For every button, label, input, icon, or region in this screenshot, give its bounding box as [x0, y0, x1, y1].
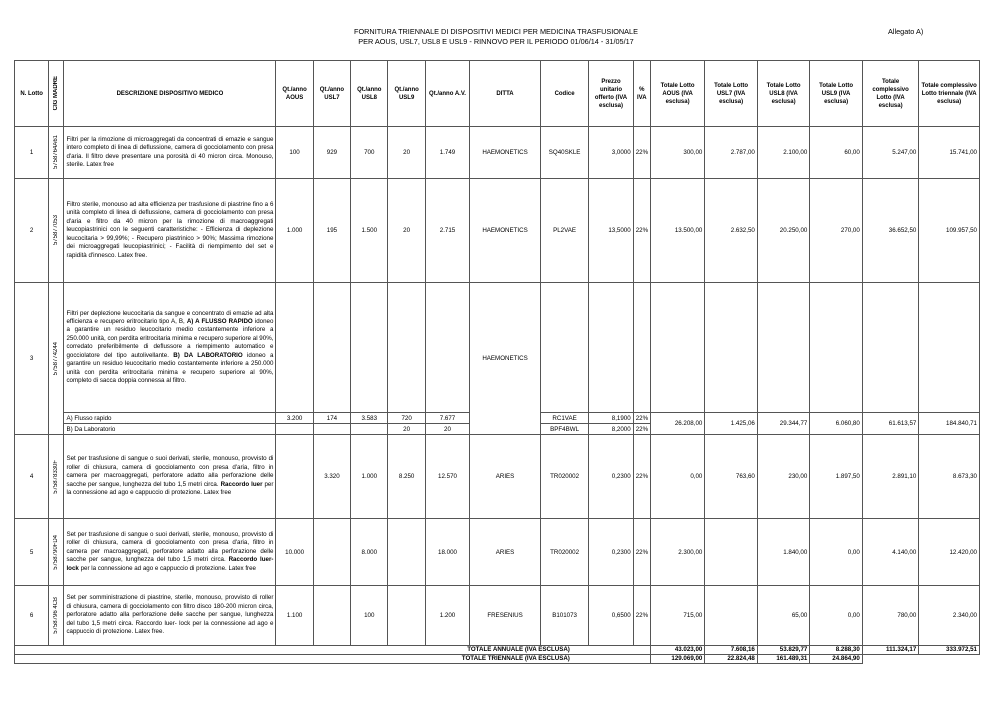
table-cell: 3.320	[313, 435, 350, 519]
col-lotto: N. Lotto	[15, 61, 49, 127]
table-cell: 2.715	[425, 179, 469, 283]
table-cell: 1.200	[425, 586, 469, 646]
table-cell: 0,6500	[589, 586, 633, 646]
table-cell	[705, 283, 757, 413]
table-cell	[862, 655, 919, 664]
table-cell: 700	[351, 127, 388, 179]
table-cell: 1.000	[351, 435, 388, 519]
table-cell	[313, 586, 350, 646]
table-cell: 161.489,31	[757, 655, 809, 664]
table-cell: 2.300,00	[650, 519, 705, 586]
col-prezzo: Prezzo unitario offerto (IVA esclusa)	[589, 61, 633, 127]
table-cell	[276, 424, 313, 435]
table-cell: 780,00	[862, 586, 919, 646]
table-cell: 22%	[633, 179, 650, 283]
table-cell	[919, 655, 980, 664]
table-row	[15, 283, 980, 413]
table-cell: 8.000	[351, 519, 388, 586]
table-cell: 8,2000	[589, 424, 633, 435]
table-cell: 60,00	[810, 127, 862, 179]
table-cell	[313, 283, 350, 413]
table-cell: 575877053	[49, 179, 64, 283]
table-cell: TR020002	[540, 435, 588, 519]
table-cell: 1.425,06	[705, 413, 757, 435]
table-cell: 0,2300	[589, 519, 633, 586]
table-cell	[633, 283, 650, 413]
table-cell: 7.677	[425, 413, 469, 424]
table-cell: 26.208,00	[650, 413, 705, 435]
table-cell: 929	[313, 127, 350, 179]
table-cell: FRESENIUS	[470, 586, 541, 646]
table-cell: 36.652,50	[862, 179, 919, 283]
table-cell: 1.897,50	[810, 435, 862, 519]
table-cell: 15.741,00	[919, 127, 980, 179]
col-descrizione: DESCRIZIONE DISPOSITIVO MEDICO	[64, 61, 276, 127]
table-cell: 3	[15, 283, 49, 435]
table-cell: 22%	[633, 519, 650, 586]
table-cell	[705, 586, 757, 646]
table-cell: 6.060,80	[810, 413, 862, 435]
table-cell: 6	[15, 586, 49, 646]
table-cell: 5758790FD4	[49, 519, 64, 586]
table-cell: 763,60	[705, 435, 757, 519]
table-cell: 20	[388, 424, 425, 435]
table-cell: B101073	[540, 586, 588, 646]
table-cell: 5.247,00	[862, 127, 919, 179]
table-cell: 100	[276, 127, 313, 179]
table-cell: 29.344,77	[757, 413, 809, 435]
table-cell: 1.000	[276, 179, 313, 283]
table-cell: HAEMONETICS	[470, 179, 541, 283]
table-cell: 53.829,77	[757, 646, 809, 655]
table-cell: 2.787,00	[705, 127, 757, 179]
table-cell	[757, 283, 809, 413]
col-tot-usl9: Totale Lotto USL9 (IVA esclusa)	[810, 61, 862, 127]
table-cell: 575878330F	[49, 435, 64, 519]
table-cell: 3.200	[276, 413, 313, 424]
col-tot-lotto: Totale complessivo Lotto (IVA esclusa)	[862, 61, 919, 127]
col-ditta: DITTA	[470, 61, 541, 127]
table-cell	[388, 283, 425, 413]
table-cell: 300,00	[650, 127, 705, 179]
col-cig: CIG MADRE	[49, 61, 64, 127]
table-cell	[919, 283, 980, 413]
table-cell	[810, 283, 862, 413]
table-cell: 18.000	[425, 519, 469, 586]
table-cell: ARIES	[470, 435, 541, 519]
table-cell: B) Da Laboratorio	[64, 424, 276, 435]
table-cell: 10.000	[276, 519, 313, 586]
table-cell: 8,1900	[589, 413, 633, 424]
table-cell: 22%	[633, 424, 650, 435]
table-row	[15, 586, 980, 646]
table-cell: 230,00	[757, 435, 809, 519]
table-cell: 5758764A61	[49, 127, 64, 179]
allegato-label: Allegato A)	[888, 27, 924, 36]
table-row	[15, 519, 980, 586]
header-line-1: FORNITURA TRIENNALE DI DISPOSITIVI MEDICI PER MEDICINA TRASFUSIONALE	[354, 27, 638, 36]
table-cell	[276, 283, 313, 413]
table-cell: 22.824,48	[705, 655, 757, 664]
table-cell	[540, 283, 588, 413]
table-cell: 8.673,30	[919, 435, 980, 519]
table-cell: 65,00	[757, 586, 809, 646]
table-cell: 22%	[633, 586, 650, 646]
table-cell: 2	[15, 179, 49, 283]
table-cell: HAEMONETICS	[470, 127, 541, 179]
document-header	[0, 27, 992, 47]
col-codice: Codice	[540, 61, 588, 127]
table-cell: 4.140,00	[862, 519, 919, 586]
table-cell: 43.023,00	[650, 646, 705, 655]
table-cell: 0,00	[810, 519, 862, 586]
total-triennial-row	[15, 655, 980, 664]
table-cell: 2.632,50	[705, 179, 757, 283]
col-qt-usl7: Qt./anno USL7	[313, 61, 350, 127]
table-cell: SQ40SKLE	[540, 127, 588, 179]
col-iva: % IVA	[633, 61, 650, 127]
col-tot-usl7: Totale Lotto USL7 (IVA esclusa)	[705, 61, 757, 127]
table-cell: 174	[313, 413, 350, 424]
table-cell	[351, 424, 388, 435]
table-cell: 12.570	[425, 435, 469, 519]
table-cell: 7.608,16	[705, 646, 757, 655]
table-cell: 720	[388, 413, 425, 424]
table-cell: PL2VAE	[540, 179, 588, 283]
lotto-3-description: Filtri per deplezione leucocitaria da sangue e concentrato di emazie ad alta efficienza e recupero eritrocitario tipo A, B, A) A FLUSSO RAPIDO idoneo a garantire un residuo leucocitario medio costantemente inferiore a 250.000 unità, con perdita eritrocitaria minima e recupero superiore al 90%, corredato preferibilmente di deflussore a riempimento automatico e gocciolatore del tipo autolivellante. B) DA LABORATORIO idoneo a garantire un residuo leucocitario medio costantemente inferiore a 250.000 unità con perdita eritrocitaria minima e recupero superiore al 90%, completo di sacca doppia connessa al filtro.	[64, 283, 276, 413]
total-annual-row	[15, 646, 980, 655]
table-cell: Set per trasfusione di sangue o suoi derivati, sterile, monouso, provvisto di roller di chiusura, camera di gocciolamento con presa d'aria, filtro in camera per macroaggregati, perforatore adatto alla perforazione delle sacche per sangue, lunghezza del tubo 1,5 metri circa. Raccordo luer per la connessione ad ago e cappuccio di protezione. Latex free	[64, 435, 276, 519]
table-cell	[388, 519, 425, 586]
table-cell: 1.500	[351, 179, 388, 283]
table-cell: 111.324,17	[862, 646, 919, 655]
table-cell: Set per trasfusione di sangue o suoi derivati, sterile, monouso, provvisto di roller di chiusura, camera di gocciolamento con presa d'aria, filtro in camera per macroaggregati, perforatore adatto alla perforazione delle sacche per sangue, lunghezza del tubo 1,5 metri circa. Raccordo luer- lock per la connessione ad ago e cappuccio di protezione. Latex free	[64, 519, 276, 586]
table-cell: 0,2300	[589, 435, 633, 519]
table-cell: RC1VAE	[540, 413, 588, 424]
col-qt-av: Qt./anno A.V.	[425, 61, 469, 127]
table-cell: 3.583	[351, 413, 388, 424]
table-cell	[705, 519, 757, 586]
table-cell	[425, 283, 469, 413]
table-cell: 12.420,00	[919, 519, 980, 586]
table-cell: 184.840,71	[919, 413, 980, 435]
total-annual-label: TOTALE ANNUALE (IVA ESCLUSA)	[15, 646, 651, 655]
table-cell: 1.100	[276, 586, 313, 646]
table-row	[15, 435, 980, 519]
table-cell: 24.864,90	[810, 655, 862, 664]
header-line-2: PER AOUS, USL7, USL8 E USL9 - RINNOVO PER IL PERIODO 01/06/14 - 31/05/17	[358, 37, 634, 46]
table-cell: BPF4BWL	[540, 424, 588, 435]
table-cell: 195	[313, 179, 350, 283]
table-cell: 0,00	[650, 435, 705, 519]
table-row	[15, 179, 980, 283]
table-cell	[388, 586, 425, 646]
table-cell: 2.100,00	[757, 127, 809, 179]
table-cell	[313, 519, 350, 586]
table-cell: 13,5000	[589, 179, 633, 283]
table-cell	[313, 424, 350, 435]
table-cell: 1	[15, 127, 49, 179]
table-cell: 1.840,00	[757, 519, 809, 586]
table-cell: 3,0000	[589, 127, 633, 179]
table-cell: 109.957,50	[919, 179, 980, 283]
table-cell	[276, 435, 313, 519]
col-tot-triennale: Totale complessivo Lotto triennale (IVA esclusa)	[919, 61, 980, 127]
table-cell: ARIES	[470, 519, 541, 586]
table-cell: 20	[388, 127, 425, 179]
table-cell	[351, 283, 388, 413]
table-cell: HAEMONETICS	[470, 283, 541, 435]
table-cell: 129.069,00	[650, 655, 705, 664]
table-cell: 2.340,00	[919, 586, 980, 646]
table-cell: 61.613,57	[862, 413, 919, 435]
table-cell: 5758796 4CB	[49, 586, 64, 646]
table-cell: 0,00	[810, 586, 862, 646]
table-cell: 333.972,51	[919, 646, 980, 655]
table-cell: 22%	[633, 435, 650, 519]
total-triennial-label: TOTALE TRIENNALE (IVA ESCLUSA)	[15, 655, 651, 664]
table-cell: 5	[15, 519, 49, 586]
table-cell: 20	[425, 424, 469, 435]
table-cell: 715,00	[650, 586, 705, 646]
col-qt-usl9: Qt./anno USL9	[388, 61, 425, 127]
col-tot-aous: Totale Lotto AOUS (IVA esclusa)	[650, 61, 705, 127]
table-cell: A) Flusso rapido	[64, 413, 276, 424]
table-cell: 8.288,30	[810, 646, 862, 655]
col-qt-aous: Qt./anno AOUS	[276, 61, 313, 127]
table-cell: Set per somministrazione di piastrine, sterile, monouso, provvisto di roller di chiusura, camera di gocciolamento con filtro disco 180-200 micron circa, perforatore adatto alla perforazione delle sacche per sangue, lunghezza del tubo 1,5 metri circa. Raccordo luer- lock per la connessione ad ago e cappuccio di protezione. Latex free.	[64, 586, 276, 646]
table-cell: 270,00	[810, 179, 862, 283]
table-cell: 13.500,00	[650, 179, 705, 283]
table-cell: TR020002	[540, 519, 588, 586]
table-cell: 8.250	[388, 435, 425, 519]
table-cell: 2.891,10	[862, 435, 919, 519]
table-row	[15, 127, 980, 179]
table-cell: Filtro sterile, monouso ad alta efficienza per trasfusione di piastrine fino a 6 unità completo di linea di deflussione, camera di gocciolamento con presa d'aria e filtro da 40 micron per la rimozione di macroaggregati leucopiastrinici con le seguenti caratteristiche: - Efficienza di deplezione leucocitaria > 99,99%; - Recupero piastrinico > 90%; Massima rimozione dei microaggregati leucopiastrinici; - Facilità di riempimento del set e rapidità d'innesco. Latex free.	[64, 179, 276, 283]
table-cell: Filtri per la rimozione di microaggregati da concentrati di emazie e sangue intero completo di linea di deflussione, camera di gocciolamento con presa d'aria. Il filtro deve presentare una porosità di 40 micron circa. Monouso, sterile. Latex free	[64, 127, 276, 179]
table-cell: 20.250,00	[757, 179, 809, 283]
table-cell	[650, 283, 705, 413]
table-cell: 5758774244	[49, 283, 64, 435]
col-qt-usl8: Qt./anno USL8	[351, 61, 388, 127]
col-tot-usl8: Totale Lotto USL8 (IVA esclusa)	[757, 61, 809, 127]
table-cell: 22%	[633, 127, 650, 179]
table-cell: 100	[351, 586, 388, 646]
table-cell	[862, 283, 919, 413]
table-cell: 1.749	[425, 127, 469, 179]
supply-table	[14, 60, 980, 664]
header-row	[15, 61, 980, 127]
table-cell: 4	[15, 435, 49, 519]
table-cell: 20	[388, 179, 425, 283]
table-cell	[589, 283, 633, 413]
table-cell: 22%	[633, 413, 650, 424]
